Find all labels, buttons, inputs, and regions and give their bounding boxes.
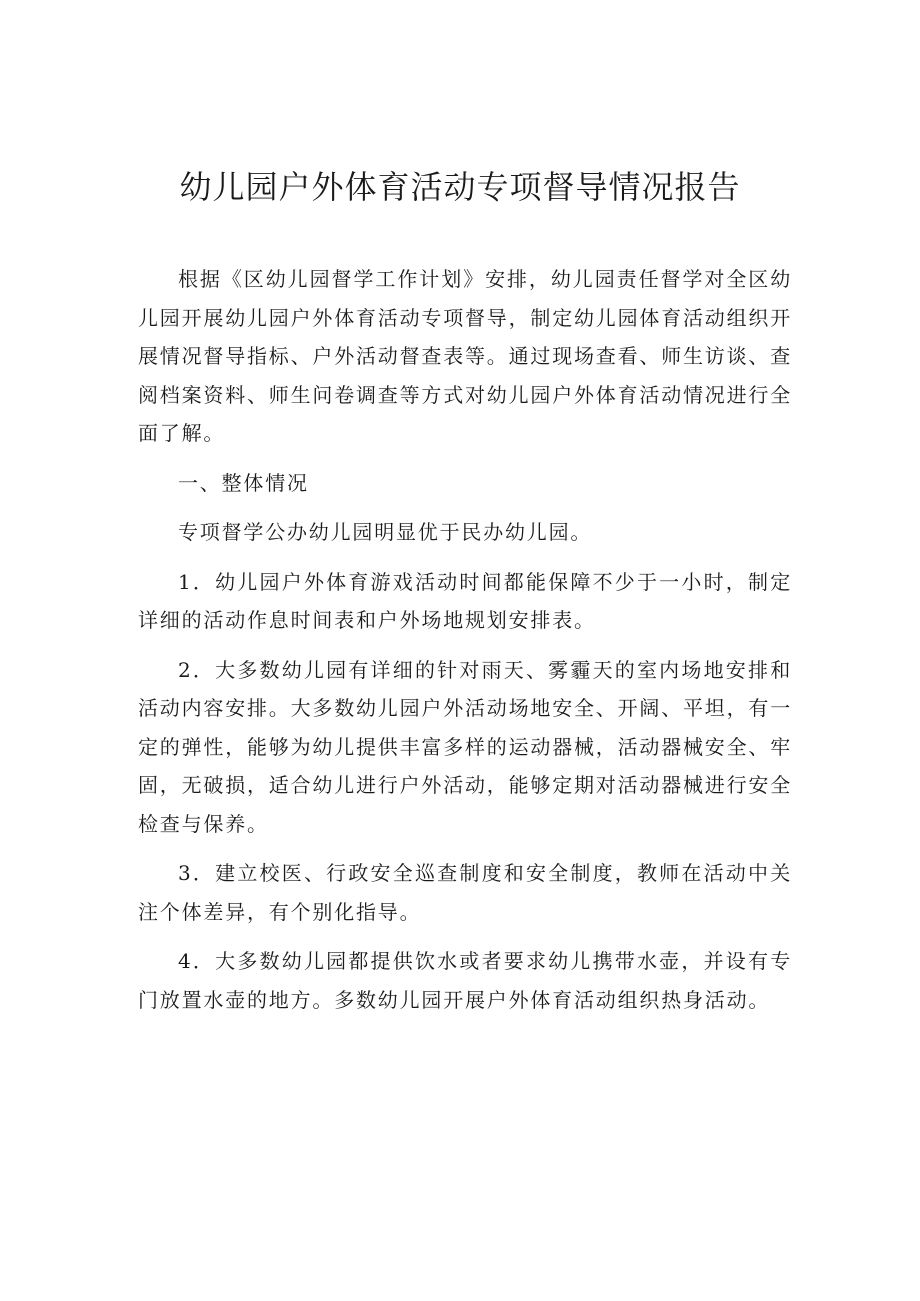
list-item-1: 1．幼儿园户外体育游戏活动时间都能保障不少于一小时，制定详细的活动作息时间表和户外场地规划安排表。 xyxy=(138,569,792,632)
list-item-3: 3．建立校医、行政安全巡查制度和安全制度，教师在活动中关注个体差异，有个别化指导。 xyxy=(138,861,792,924)
document-title: 幼儿园户外体育活动专项督导情况报告 xyxy=(179,168,741,206)
section-summary-paragraph: 专项督学公办幼儿园明显优于民办幼儿园。 xyxy=(178,520,593,544)
intro-paragraph: 根据《区幼儿园督学工作计划》安排，幼儿园责任督学对全区幼儿园开展幼儿园户外体育活动专项督导，制定幼儿园体育活动组织开展情况督导指标、户外活动督查表等。通过现场查看、师生访谈、查阅档案资料、师生问卷调查等方式对幼儿园户外体育活动情况进行全面了解。 xyxy=(138,267,792,445)
document-body xyxy=(138,260,792,1019)
list-item-2: 2．大多数幼儿园有详细的针对雨天、雾霾天的室内场地安排和活动内容安排。大多数幼儿园户外活动场地安全、开阔、平坦，有一定的弹性，能够为幼儿提供丰富多样的运动器械，活动器械安全、牢固，无破损，适合幼儿进行户外活动，能够定期对活动器械进行安全检查与保养。 xyxy=(138,657,792,836)
list-item-4: 4．大多数幼儿园都提供饮水或者要求幼儿携带水壶，并设有专门放置水壶的地方。多数幼儿园开展户外体育活动组织热身活动。 xyxy=(138,949,792,1012)
section-heading-overall: 一、整体情况 xyxy=(178,470,309,495)
